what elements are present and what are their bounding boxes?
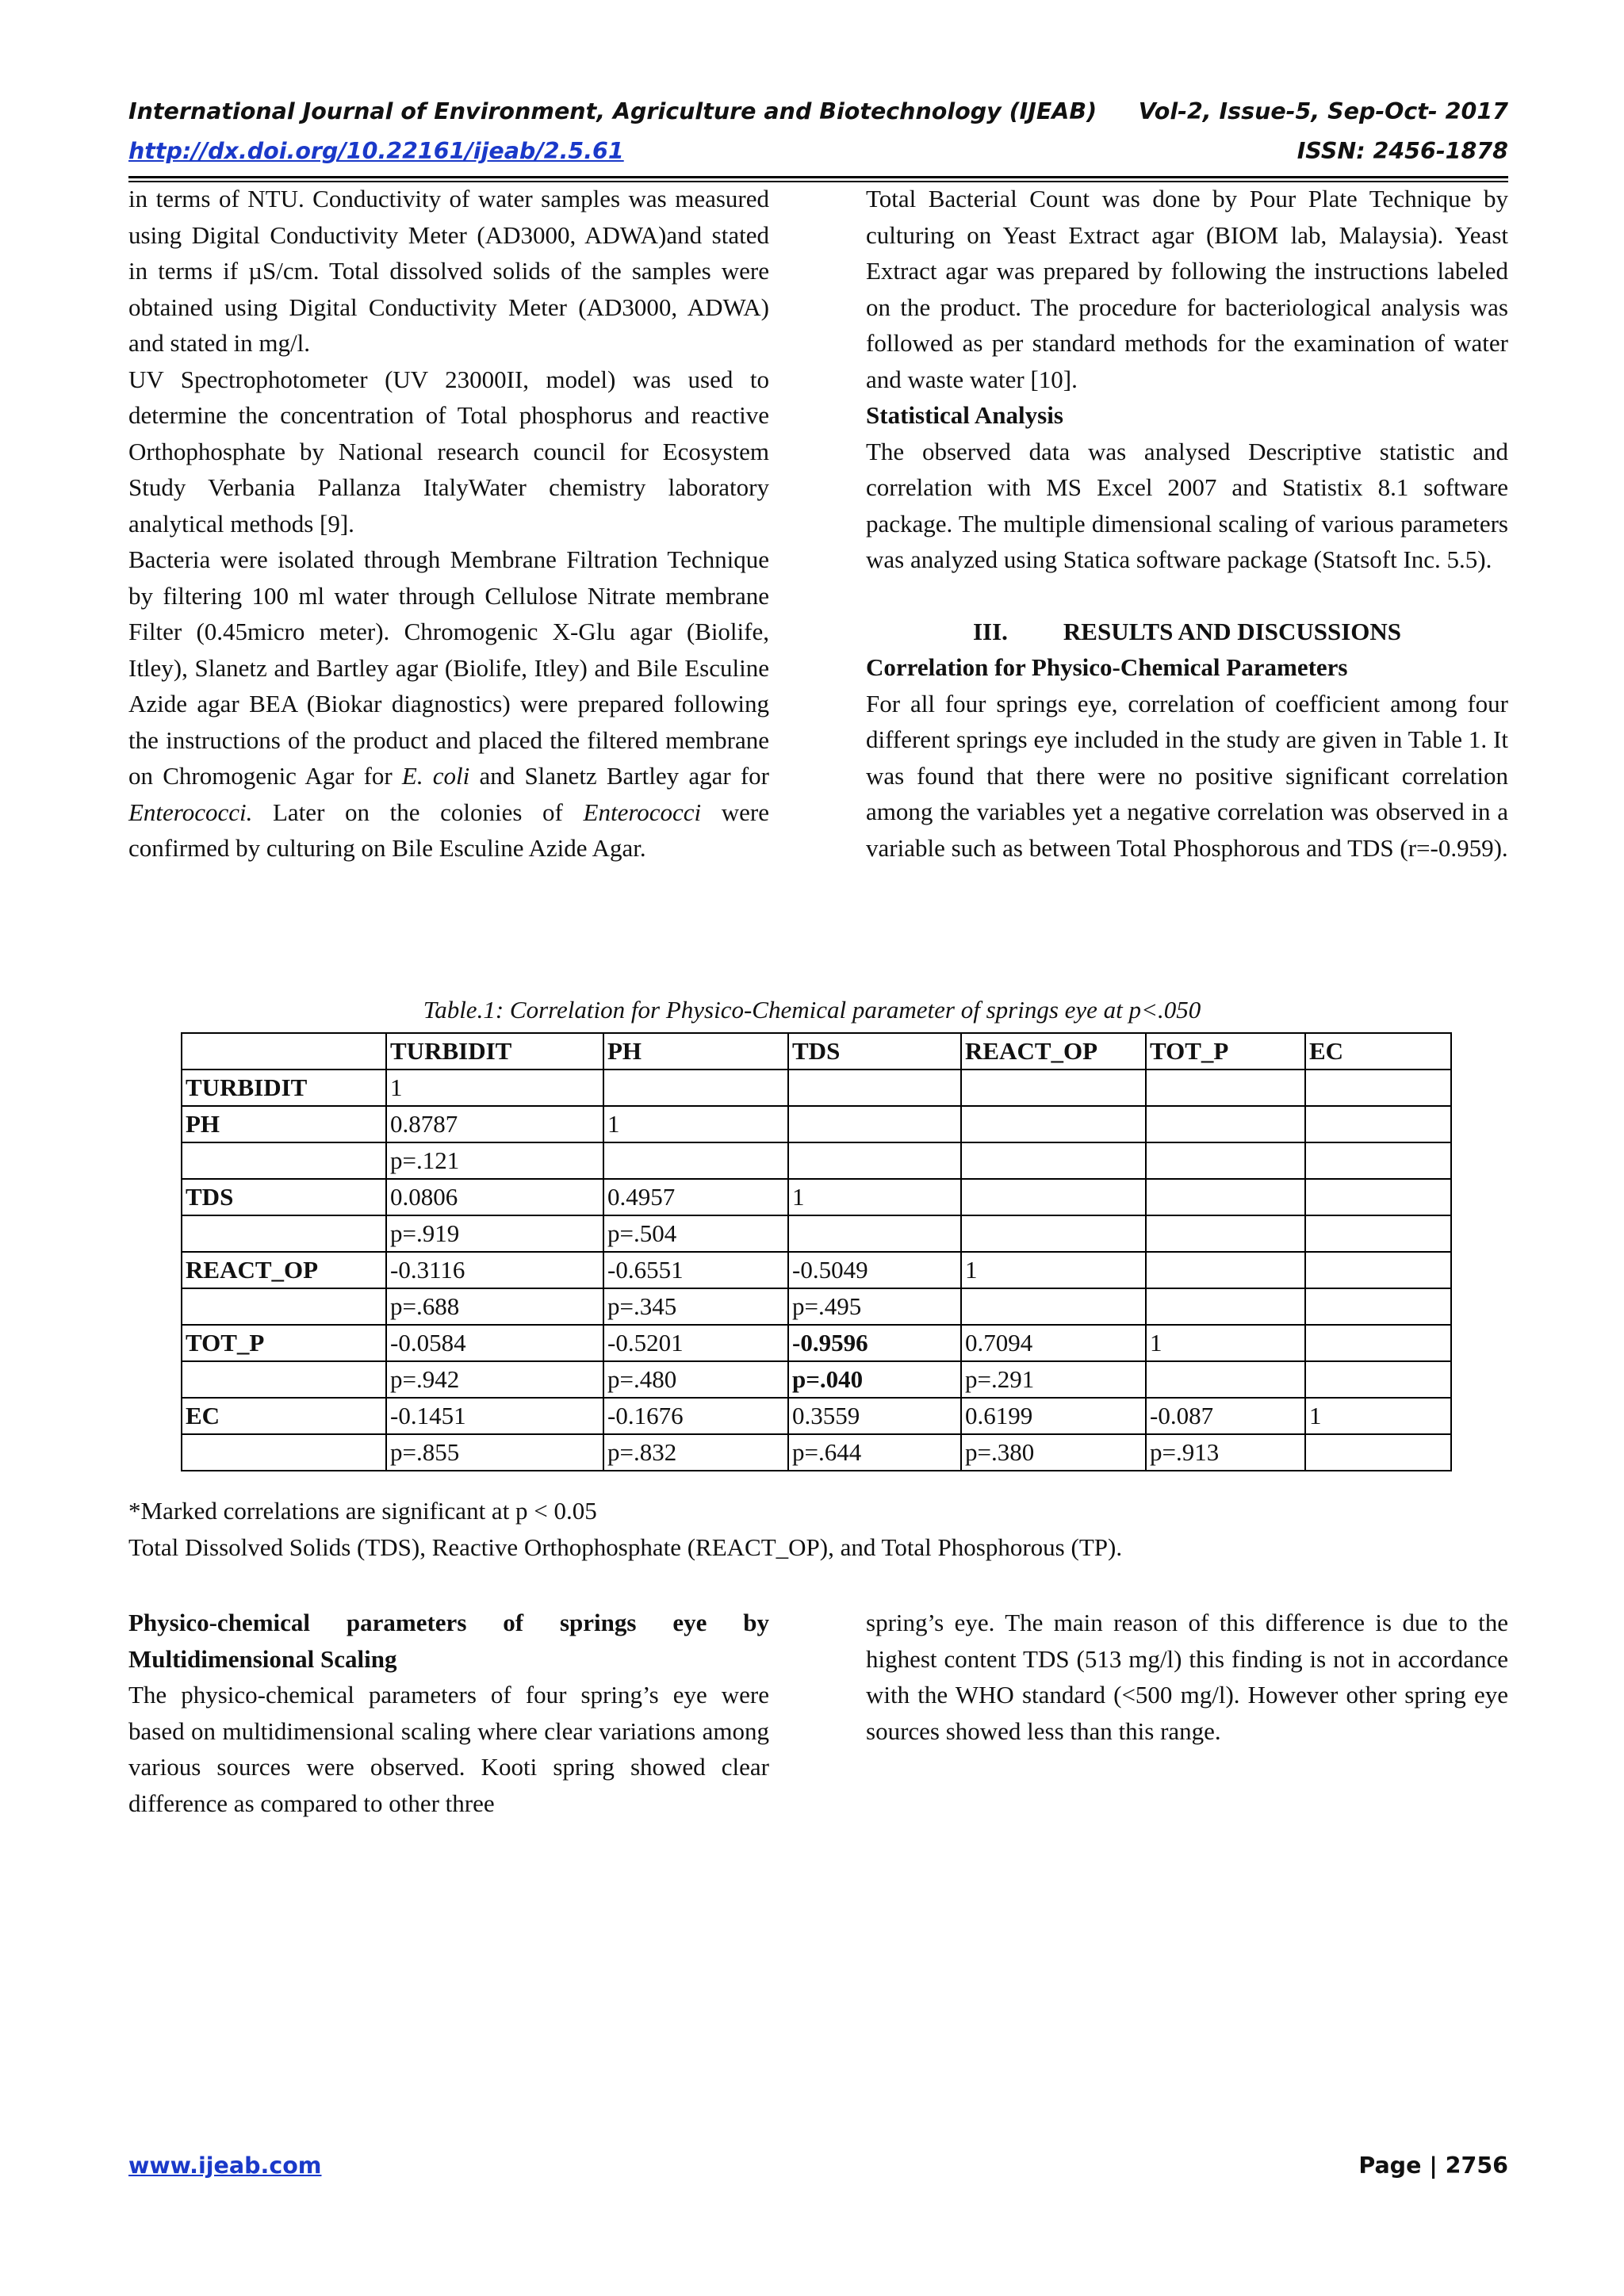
table-cell-significant: p=.040 <box>788 1361 961 1398</box>
paragraph-bacterial-count: Total Bacterial Count was done by Pour Plate Technique by culturing on Yeast Extract agar (BIOM lab, Malaysia). Yeast Extract agar was prepared by following the instructions labeled on the product. The procedure for bacteriological analysis was followed as per standard methods for the examination of water and waste water [10]. <box>866 185 1508 393</box>
table-cell: p=.504 <box>603 1215 788 1252</box>
table-cell: p=.919 <box>386 1215 603 1252</box>
left-column <box>128 181 769 867</box>
table-cell <box>1305 1070 1451 1106</box>
table-row-label: REACT_OP <box>182 1252 386 1288</box>
table-header-cell: REACT_OP <box>961 1033 1146 1070</box>
table-cell: p=.855 <box>386 1434 603 1471</box>
table-cell <box>1146 1288 1305 1325</box>
table-row-label: PH <box>182 1106 386 1142</box>
table-cell: p=.644 <box>788 1434 961 1471</box>
table-cell: p=.495 <box>788 1288 961 1325</box>
table-cell: p=.291 <box>961 1361 1146 1398</box>
table-cell <box>1305 1288 1451 1325</box>
table-header-cell: EC <box>1305 1033 1451 1070</box>
table-row <box>182 1106 1451 1142</box>
table-cell: -0.3116 <box>386 1252 603 1288</box>
section-heading: III. RESULTS AND DISCUSSIONS <box>972 617 1402 645</box>
table-header-cell: TDS <box>788 1033 961 1070</box>
table-cell: p=.480 <box>603 1361 788 1398</box>
table-cell: p=.121 <box>386 1142 603 1179</box>
table-cell <box>1305 1215 1451 1252</box>
paragraph-correlation: For all four springs eye, correlation of coefficient among four different springs eye included in the study are given in Table 1. It was found that there were no positive significant correlation among the variables yet a negative correlation was observed in a variable such as between Total Phosphorous and TDS (r=-0.959). <box>866 689 1508 862</box>
table-cell: 1 <box>1305 1398 1451 1434</box>
paragraph-conductivity: in terms of NTU. Conductivity of water samples was measured using Digital Conductivity Meter (AD3000, ADWA)and stated in terms if µS/cm. Total dissolved solids of the samples were obtained using Digital Conductivity Meter (AD3000, ADWA) and stated in mg/l. <box>128 185 769 357</box>
table-cell <box>788 1070 961 1106</box>
paragraph-bacteria: Bacteria were isolated through Membrane Filtration Technique by filtering 100 ml water through Cellulose Nitrate membrane Filter (0.45micro meter). Chromogenic X-Glu agar (Biolife, Itley), Slanetz and Bartley agar (Biolife, Itley) and Bile Esculine Azide agar BEA (Biokar diagnostics) were prepared following the instructions of the product and placed the filtered membrane on Chromogenic Agar for E. coli and Slanetz Bartley agar for Enterococci. Later on the colonies of Enterococci were confirmed by culturing on Bile Esculine Azide Agar. <box>128 545 769 862</box>
correlation-table <box>181 1032 1452 1471</box>
table-cell <box>1305 1325 1451 1361</box>
journal-title: International Journal of Environment, Agriculture and Biotechnology (IJEAB) <box>128 98 1097 124</box>
table-row-label: TOT_P <box>182 1325 386 1361</box>
table-cell <box>1305 1252 1451 1288</box>
table-cell: p=.913 <box>1146 1434 1305 1471</box>
bottom-right-column <box>866 1605 1508 1749</box>
table-cell: -0.087 <box>1146 1398 1305 1434</box>
table-cell: 1 <box>1146 1325 1305 1361</box>
table-row-label <box>182 1361 386 1398</box>
table-header-row <box>182 1033 1451 1070</box>
volume-issue: Vol-2, Issue-5, Sep-Oct- 2017 <box>1138 98 1508 124</box>
table-row <box>182 1252 1451 1288</box>
mds-heading-line-2: Multidimensional Scaling <box>128 1644 397 1673</box>
table-cell: 1 <box>961 1252 1146 1288</box>
table-header-cell: TURBIDIT <box>386 1033 603 1070</box>
table-cell <box>1146 1215 1305 1252</box>
table-cell: -0.5201 <box>603 1325 788 1361</box>
table-cell: 0.8787 <box>386 1106 603 1142</box>
table-row <box>182 1179 1451 1215</box>
table-cell: 1 <box>788 1179 961 1215</box>
table-row <box>182 1361 1451 1398</box>
table-row-label: EC <box>182 1398 386 1434</box>
table-cell: 0.4957 <box>603 1179 788 1215</box>
table-cell: 0.0806 <box>386 1179 603 1215</box>
table-cell: p=.832 <box>603 1434 788 1471</box>
table-cell <box>961 1070 1146 1106</box>
table-cell <box>788 1142 961 1179</box>
paragraph-mds-continued: spring’s eye. The main reason of this difference is due to the highest content TDS (513 mg/l) this finding is not in accordance with the WHO standard (<500 mg/l). However other spring eye sources showed less than this range. <box>866 1609 1508 1745</box>
table-cell: p=.688 <box>386 1288 603 1325</box>
table-row-label <box>182 1434 386 1471</box>
table-cell: p=.345 <box>603 1288 788 1325</box>
table-row <box>182 1398 1451 1434</box>
enterococci-term: Enterococci. <box>128 798 253 826</box>
table-row <box>182 1288 1451 1325</box>
table-row-label <box>182 1215 386 1252</box>
correlation-heading: Correlation for Physico-Chemical Parameters <box>866 653 1348 681</box>
table-cell <box>961 1288 1146 1325</box>
table-cell: p=.380 <box>961 1434 1146 1471</box>
table-row <box>182 1215 1451 1252</box>
table-row <box>182 1070 1451 1106</box>
table-cell: -0.1451 <box>386 1398 603 1434</box>
table-cell <box>603 1142 788 1179</box>
table-cell <box>788 1106 961 1142</box>
table-row <box>182 1142 1451 1179</box>
table-cell <box>1146 1106 1305 1142</box>
doi-link[interactable]: http://dx.doi.org/10.22161/ijeab/2.5.61 <box>128 138 624 164</box>
table-row-label: TDS <box>182 1179 386 1215</box>
paragraph-uv-spectrophotometer: UV Spectrophotometer (UV 23000II, model) was used to determine the concentration of Total phosphorus and reactive Orthophosphate by National research council for Ecosystem Study Verbania Pallanza ItalyWater chemistry laboratory analytical methods [9]. <box>128 365 769 538</box>
table-cell: p=.942 <box>386 1361 603 1398</box>
table-cell <box>603 1070 788 1106</box>
table-cell: -0.5049 <box>788 1252 961 1288</box>
paragraph-mds: The physico-chemical parameters of four spring’s eye were based on multidimensional scaling where clear variations among various sources were observed. Kooti spring showed clear difference as compared to other three <box>128 1681 769 1817</box>
journal-website-link[interactable]: www.ijeab.com <box>128 2152 322 2179</box>
table-cell <box>1146 1070 1305 1106</box>
table-cell <box>961 1215 1146 1252</box>
table-cell: 1 <box>386 1070 603 1106</box>
table-header-cell: TOT_P <box>1146 1033 1305 1070</box>
table-cell: -0.1676 <box>603 1398 788 1434</box>
ecoli-term: E. coli <box>401 762 470 790</box>
table-cell <box>788 1215 961 1252</box>
table-cell: 1 <box>603 1106 788 1142</box>
table-row <box>182 1434 1451 1471</box>
statistical-analysis-heading: Statistical Analysis <box>866 401 1063 429</box>
table-cell: 0.6199 <box>961 1398 1146 1434</box>
table-cell <box>1305 1142 1451 1179</box>
abbreviations-note: Total Dissolved Solids (TDS), Reactive Orthophosphate (REACT_OP), and Total Phosphorous (TP). <box>128 1533 1123 1561</box>
issn: ISSN: 2456-1878 <box>1297 138 1508 164</box>
table-cell: -0.6551 <box>603 1252 788 1288</box>
table-cell <box>961 1179 1146 1215</box>
table-header-cell: PH <box>603 1033 788 1070</box>
mds-heading-line-1: Physico-chemical parameters of springs eye by <box>128 1609 769 1636</box>
right-column <box>866 181 1508 866</box>
header-rule <box>128 176 1508 178</box>
paragraph-statistics: The observed data was analysed Descriptive statistic and correlation with MS Excel 2007 and Statistix 8.1 software package. The multiple dimensional scaling of various parameters was analyzed using Statica software package (Statsoft Inc. 5.5). <box>866 437 1508 573</box>
table-caption: Table.1: Correlation for Physico-Chemical parameter of springs eye at p<.050 <box>423 996 1201 1024</box>
table-cell <box>1305 1361 1451 1398</box>
table-cell <box>1305 1106 1451 1142</box>
significance-note: *Marked correlations are significant at p < 0.05 <box>128 1497 597 1525</box>
table-cell <box>1305 1434 1451 1471</box>
table-row-label: TURBIDIT <box>182 1070 386 1106</box>
table-cell <box>1146 1142 1305 1179</box>
table-cell: 0.7094 <box>961 1325 1146 1361</box>
table-row-label <box>182 1288 386 1325</box>
table-cell <box>961 1142 1146 1179</box>
table-row-label <box>182 1142 386 1179</box>
table-header-cell <box>182 1033 386 1070</box>
table-cell <box>1146 1252 1305 1288</box>
table-cell <box>961 1106 1146 1142</box>
table-cell-significant: -0.9596 <box>788 1325 961 1361</box>
table-cell <box>1146 1361 1305 1398</box>
enterococci-term-2: Enterococci <box>583 798 702 826</box>
bottom-left-column <box>128 1605 769 1821</box>
table-cell: 0.3559 <box>788 1398 961 1434</box>
page-number: Page | 2756 <box>1358 2152 1508 2179</box>
table-cell <box>1146 1179 1305 1215</box>
table-cell: -0.0584 <box>386 1325 603 1361</box>
table-row <box>182 1325 1451 1361</box>
table-cell <box>1305 1179 1451 1215</box>
